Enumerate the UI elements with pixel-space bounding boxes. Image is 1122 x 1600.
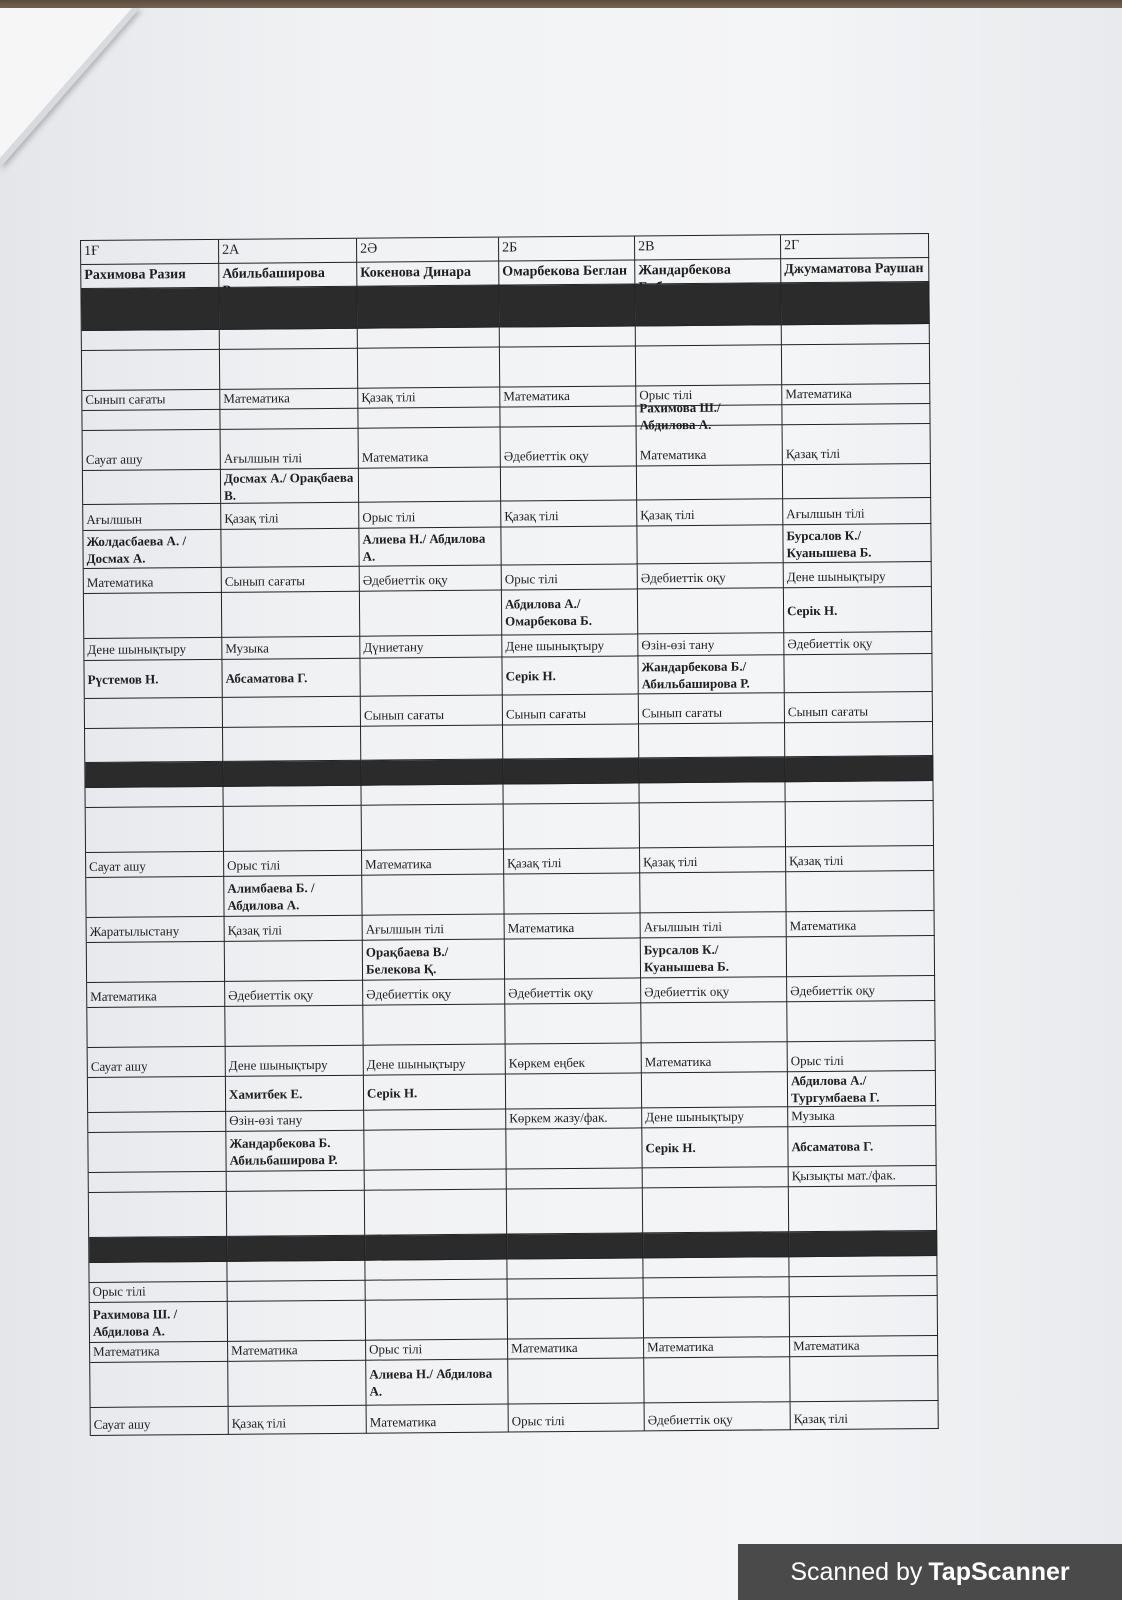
lesson-row-cell: Қазақ тілі: [358, 388, 500, 409]
empty-row-cell: [82, 330, 220, 351]
lesson-row-cell: Дене шынықтыру: [84, 638, 222, 661]
lesson-row-cell: Математика: [790, 1336, 938, 1357]
teacher-row-cell: [220, 409, 358, 430]
teacher-row-cell: [786, 871, 934, 912]
teacher-row-cell: [360, 591, 502, 637]
teacher-row: [87, 936, 935, 983]
lesson-row-cell: [89, 1172, 227, 1193]
lesson-row-cell: Сауат ашу: [86, 852, 224, 878]
lesson-row-cell: [366, 1280, 508, 1301]
empty-row-cell: [86, 807, 224, 853]
lesson-row-cell: Математика: [642, 1042, 788, 1073]
empty-row-cell: [89, 1192, 227, 1238]
lesson-row-cell: Ағылшын тілі: [641, 912, 787, 938]
teacher-row-cell: [638, 588, 784, 634]
watermark-brand: TapScanner: [928, 1557, 1070, 1586]
teacher-row-cell: Алиева Н./ Абдилова А.: [366, 1360, 508, 1406]
empty-row-cell: [85, 787, 223, 808]
lesson-row-cell: Әдебиеттік оқу: [363, 980, 505, 1006]
teacher-row-cell: Абсаматова Г.: [222, 659, 360, 698]
lesson-row-cell: Орыс тілі: [502, 564, 638, 590]
lesson-row-cell: [227, 1171, 365, 1192]
teacher-row-cell: [504, 873, 640, 914]
lesson-row-cell: Қызықты мат./фак.: [789, 1166, 937, 1187]
lesson-row-cell: Сынып сағаты: [222, 567, 360, 593]
teacher-row: [90, 1296, 938, 1343]
teacher-row-cell: [644, 1357, 790, 1403]
lesson-row-cell: Қазақ тілі: [637, 499, 783, 526]
class-header-row-cell: 2А: [219, 239, 357, 264]
teacher-row-cell: [637, 465, 783, 500]
class-header-row-cell: 1Ғ: [81, 240, 219, 265]
lesson-row-cell: Дене шынықтыру: [784, 562, 932, 588]
lesson-row-cell: Көркем еңбек: [506, 1043, 642, 1074]
teacher-row-cell: [88, 1077, 226, 1113]
empty-row-cell: [85, 728, 223, 763]
lesson-row-cell: Орыс тілі: [788, 1041, 936, 1072]
teacher-row-cell: [783, 464, 931, 499]
lesson-row-cell: Математика: [367, 1405, 509, 1434]
teacher-row-cell: Бурсалов К./ Куанышева Б.: [783, 524, 931, 563]
empty-row-cell: [225, 1006, 363, 1047]
empty-row-cell: [636, 325, 782, 346]
lesson-row-cell: Көркем жазу/фак.: [506, 1108, 642, 1129]
teacher-row-cell: [366, 1300, 508, 1341]
teacher-row-cell: [82, 410, 220, 431]
day-separator-row-cell: [785, 756, 933, 782]
empty-row-cell: [643, 1187, 789, 1233]
day-separator-row-cell: [219, 287, 357, 330]
lesson-row-cell: Қазақ тілі: [229, 1406, 367, 1435]
empty-row-cell: [220, 349, 358, 390]
lesson-row-cell: Қазақ тілі: [640, 847, 786, 873]
lesson-row-cell: Сынып сағаты: [639, 693, 785, 724]
teacher-row-cell: [784, 654, 932, 693]
lesson-row-cell: Математика: [87, 982, 225, 1008]
lesson-row-cell: Қазақ тілі: [783, 424, 931, 465]
empty-row-cell: [223, 727, 361, 762]
lesson-row-cell: Орыс тілі: [509, 1403, 645, 1432]
empty-row-cell: [504, 803, 640, 849]
empty-row-cell: [786, 801, 934, 847]
empty-row-cell: [361, 726, 503, 761]
teacher-row-cell: Серік Н.: [784, 587, 932, 633]
empty-row-cell: [358, 348, 500, 389]
lesson-row-cell: [507, 1168, 643, 1189]
empty-row: [86, 801, 934, 853]
teacher-row-cell: [501, 466, 637, 501]
lesson-row-cell: [644, 1277, 790, 1298]
teacher-row-cell: Орақбаева В./ Белекова Қ.: [363, 940, 505, 981]
teacher-row-cell: [221, 529, 359, 568]
lesson-row-cell: [365, 1170, 507, 1191]
empty-row-cell: [365, 1260, 507, 1281]
teacher-row-cell: Жандарбекова Б. Абильбаширова Р.: [226, 1131, 364, 1172]
lesson-row-cell: Дүниетану: [360, 636, 502, 659]
class-teacher-row-cell: Джумаматова Раушан: [781, 258, 929, 283]
lesson-row-cell: Дене шынықтыру: [226, 1046, 364, 1077]
lesson-row-cell: Әдебиеттік оқу: [645, 1402, 791, 1431]
day-separator-row-cell: [365, 1235, 507, 1261]
day-separator-row-cell: [357, 286, 499, 329]
day-separator-row: [81, 282, 929, 331]
class-header-row-cell: 2В: [635, 235, 781, 260]
lesson-row-cell: Қазақ тілі: [791, 1401, 939, 1430]
lesson-row-cell: Математика: [782, 384, 930, 405]
empty-row-cell: [224, 806, 362, 852]
empty-row-cell: [82, 350, 220, 391]
lesson-row-cell: Орыс тілі: [636, 385, 782, 406]
lesson-row-cell: Сынып сағаты: [361, 696, 503, 727]
class-header-row-cell: 2Б: [499, 236, 635, 261]
lesson-row: [83, 424, 931, 471]
teacher-row-cell: [359, 468, 501, 503]
teacher-row-cell: Досмах А./ Орақбаева В.: [221, 469, 359, 504]
lesson-row-cell: Өзін-өзі тану: [226, 1111, 364, 1132]
lesson-row-cell: [88, 1112, 226, 1133]
lesson-row-cell: Қазақ тілі: [225, 916, 363, 942]
class-teacher-row-cell: Жандарбекова: [635, 259, 781, 284]
teacher-row-cell: [640, 872, 786, 913]
empty-row-cell: [782, 324, 930, 345]
lesson-row-cell: Әдебиеттік оқу: [787, 976, 935, 1002]
lesson-row-cell: Әдебиеттік оқу: [784, 632, 932, 655]
class-header-row-cell: 2Г: [781, 234, 929, 259]
empty-row-cell: [785, 781, 933, 802]
empty-row-cell: [227, 1261, 365, 1282]
lesson-row-cell: Әдебиеттік оқу: [641, 977, 787, 1003]
day-separator-row-cell: [499, 284, 635, 327]
empty-row-cell: [220, 329, 358, 350]
lesson-row-cell: Өзін-өзі тану: [638, 633, 784, 656]
teacher-row-cell: Рахимова Ш./ Абдилова А.: [636, 405, 782, 426]
lesson-row-cell: Қазақ тілі: [221, 503, 359, 530]
teacher-row: [84, 587, 932, 639]
lesson-row-cell: Музыка: [788, 1106, 936, 1127]
lesson-row-cell: Дене шынықтыру: [642, 1107, 788, 1128]
teacher-row-cell: [506, 1128, 642, 1169]
day-separator-row-cell: [89, 1237, 227, 1263]
lesson-row-cell: Математика: [220, 389, 358, 410]
empty-row-cell: [787, 1001, 935, 1042]
teacher-row-cell: Серік Н.: [364, 1075, 506, 1111]
teacher-row-cell: [790, 1356, 938, 1402]
teacher-row-cell: [787, 936, 935, 977]
class-header-row-cell: 2Ә: [357, 238, 499, 263]
lesson-row-cell: Ағылшын тілі: [783, 498, 931, 525]
empty-row-cell: [365, 1190, 507, 1236]
class-teacher-row-cell: Омарбекова Беглан: [499, 260, 635, 285]
teacher-row-cell: Абдилова А./ Омарбекова Б.: [502, 589, 638, 635]
lesson-row-cell: Математика: [508, 1338, 644, 1359]
teacher-row-cell: [500, 406, 636, 427]
lesson-row-cell: Ағылшын: [83, 504, 221, 531]
empty-row: [87, 1001, 935, 1048]
lesson-row-cell: Ағылшын тілі: [363, 915, 505, 941]
teacher-row-cell: Абдилова А./ Тургумбаева Г.: [788, 1071, 936, 1107]
teacher-row: [90, 1356, 938, 1408]
lesson-row-cell: Қазақ тілі: [501, 500, 637, 527]
teacher-row-cell: [364, 1130, 506, 1171]
teacher-row-cell: [86, 877, 224, 918]
teacher-row-cell: [505, 938, 641, 979]
lesson-row-cell: Орыс тілі: [90, 1282, 228, 1303]
empty-row-cell: [789, 1256, 937, 1277]
teacher-row-cell: Абсаматова Г.: [788, 1126, 936, 1167]
lesson-row-cell: Математика: [359, 428, 501, 469]
teacher-row-cell: Хамитбек Е.: [226, 1076, 364, 1112]
lesson-row-cell: [643, 1167, 789, 1188]
class-teacher-row-cell: Кокенова Динара: [357, 262, 499, 287]
empty-row-cell: [223, 786, 361, 807]
day-separator-row-cell: [507, 1233, 643, 1259]
lesson-row-cell: Сауат ашу: [83, 430, 221, 471]
teacher-row-cell: Серік Н.: [502, 656, 638, 695]
teacher-row-cell: [790, 1296, 938, 1337]
scanner-watermark: [738, 1544, 1122, 1600]
folded-corner: [0, 8, 132, 158]
day-separator-row-cell: [361, 760, 503, 786]
empty-row-cell: [782, 344, 930, 385]
lesson-row-cell: Жаратылыстану: [87, 917, 225, 943]
day-separator-row-cell: [223, 761, 361, 787]
empty-row-cell: [89, 1262, 227, 1283]
teacher-row-cell: [83, 470, 221, 505]
teacher-row-cell: [84, 593, 222, 639]
teacher-row-cell: [360, 658, 502, 697]
teacher-row-cell: [358, 408, 500, 429]
lesson-row-cell: Математика: [644, 1337, 790, 1358]
teacher-row: [86, 871, 934, 918]
timetable: [80, 233, 939, 1436]
teacher-row-cell: [222, 592, 360, 638]
lesson-row-cell: Математика: [787, 911, 935, 937]
day-separator-row-cell: [85, 762, 223, 788]
class-teacher-row-cell: Рахимова Разия: [81, 264, 219, 289]
teacher-row-cell: [508, 1298, 644, 1339]
lesson-row-cell: Математика: [637, 425, 783, 466]
empty-row-cell: [643, 1257, 789, 1278]
empty-row-cell: [361, 785, 503, 806]
teacher-row-cell: [637, 525, 783, 564]
day-separator-row-cell: [227, 1236, 365, 1262]
empty-row-cell: [362, 805, 504, 851]
lesson-row-cell: Сауат ашу: [91, 1407, 229, 1436]
teacher-row-cell: [228, 1361, 366, 1407]
lesson-row-cell: Қазақ тілі: [786, 846, 934, 872]
lesson-row-cell: [364, 1110, 506, 1131]
teacher-row-cell: Жандарбекова Б./ Абильбаширова Р.: [638, 655, 784, 694]
teacher-row-cell: [228, 1301, 366, 1342]
lesson-row-cell: Орыс тілі: [359, 502, 501, 529]
lesson-row-cell: [508, 1278, 644, 1299]
teacher-row-cell: Серік Н.: [642, 1127, 788, 1168]
lesson-row-cell: Математика: [505, 913, 641, 939]
empty-row-cell: [503, 724, 639, 759]
lesson-row-cell: Ағылшын тілі: [221, 429, 359, 470]
lesson-row-cell: [223, 697, 361, 728]
lesson-row-cell: Сынып сағаты: [82, 390, 220, 411]
empty-row-cell: [505, 1003, 641, 1044]
teacher-row: [88, 1126, 936, 1173]
empty-row-cell: [500, 326, 636, 347]
empty-row-cell: [227, 1191, 365, 1237]
empty-row-cell: [640, 802, 786, 848]
teacher-row-cell: [501, 526, 637, 565]
empty-row-cell: [500, 346, 636, 387]
empty-row-cell: [789, 1186, 937, 1232]
lesson-row-cell: Математика: [90, 1342, 228, 1363]
day-separator-row-cell: [639, 757, 785, 783]
teacher-row-cell: Алиева Н./ Абдилова А.: [359, 528, 501, 567]
teacher-row-cell: Рахимова Ш. / Абдилова А.: [90, 1302, 228, 1343]
lesson-row-cell: Әдебиеттік оқу: [360, 566, 502, 592]
teacher-row-cell: Алимбаева Б. / Абдилова А.: [224, 876, 362, 917]
empty-row-cell: [507, 1188, 643, 1234]
empty-row-cell: [785, 722, 933, 757]
lesson-row-cell: Әдебиеттік оқу: [505, 978, 641, 1004]
lesson-row-cell: Әдебиеттік оқу: [501, 426, 637, 467]
teacher-row-cell: Рүстемов Н.: [84, 660, 222, 699]
lesson-row-cell: Орыс тілі: [366, 1340, 508, 1361]
day-separator-row-cell: [503, 758, 639, 784]
lesson-row-cell: Математика: [362, 850, 504, 876]
empty-row-cell: [641, 1002, 787, 1043]
lesson-row-cell: [85, 698, 223, 729]
lesson-row-cell: Сынып сағаты: [503, 694, 639, 725]
teacher-row-cell: [362, 875, 504, 916]
empty-row-cell: [363, 1005, 505, 1046]
teacher-row-cell: Бурсалов К./ Куанышева Б.: [641, 937, 787, 978]
teacher-row-cell: [644, 1297, 790, 1338]
day-separator-row-cell: [635, 283, 781, 326]
empty-row-cell: [358, 328, 500, 349]
lesson-row-cell: Дене шынықтыру: [364, 1045, 506, 1076]
teacher-row-cell: [506, 1073, 642, 1109]
teacher-row-cell: [88, 1132, 226, 1173]
empty-row-cell: [636, 345, 782, 386]
lesson-row-cell: Орыс тілі: [224, 851, 362, 877]
lesson-row-cell: Математика: [84, 568, 222, 594]
lesson-row-cell: Әдебиеттік оқу: [225, 981, 363, 1007]
teacher-row-cell: [642, 1072, 788, 1108]
empty-row-cell: [507, 1258, 643, 1279]
lesson-row-cell: Музыка: [222, 637, 360, 660]
lesson-row-cell: Математика: [228, 1341, 366, 1362]
empty-row-cell: [503, 783, 639, 804]
day-separator-row-cell: [781, 282, 929, 325]
teacher-row-cell: [508, 1358, 644, 1404]
day-separator-row-cell: [81, 288, 219, 331]
teacher-row-cell: [87, 942, 225, 983]
class-teacher-row-cell: Абильбаширова: [219, 263, 357, 288]
lesson-row-cell: Сауат ашу: [88, 1047, 226, 1078]
lesson-row-cell: Математика: [500, 386, 636, 407]
teacher-row-cell: [225, 941, 363, 982]
day-separator-row-cell: [643, 1232, 789, 1258]
teacher-row-cell: [782, 404, 930, 425]
lesson-row-cell: [228, 1281, 366, 1302]
teacher-row-cell: [90, 1362, 228, 1408]
lesson-row-cell: Қазақ тілі: [504, 848, 640, 874]
day-separator-row-cell: [789, 1231, 937, 1257]
lesson-row-cell: Дене шынықтыру: [502, 634, 638, 657]
lesson-row-cell: Сынып сағаты: [785, 692, 933, 723]
empty-row: [82, 344, 930, 391]
watermark-prefix: Scanned by: [790, 1557, 923, 1586]
teacher-row-cell: Жолдасбаева А. / Досмах А.: [83, 530, 221, 569]
lesson-row-cell: [790, 1276, 938, 1297]
empty-row-cell: [639, 782, 785, 803]
empty-row: [89, 1186, 937, 1238]
empty-row-cell: [639, 723, 785, 758]
empty-row-cell: [87, 1007, 225, 1048]
lesson-row-cell: Әдебиеттік оқу: [638, 563, 784, 589]
